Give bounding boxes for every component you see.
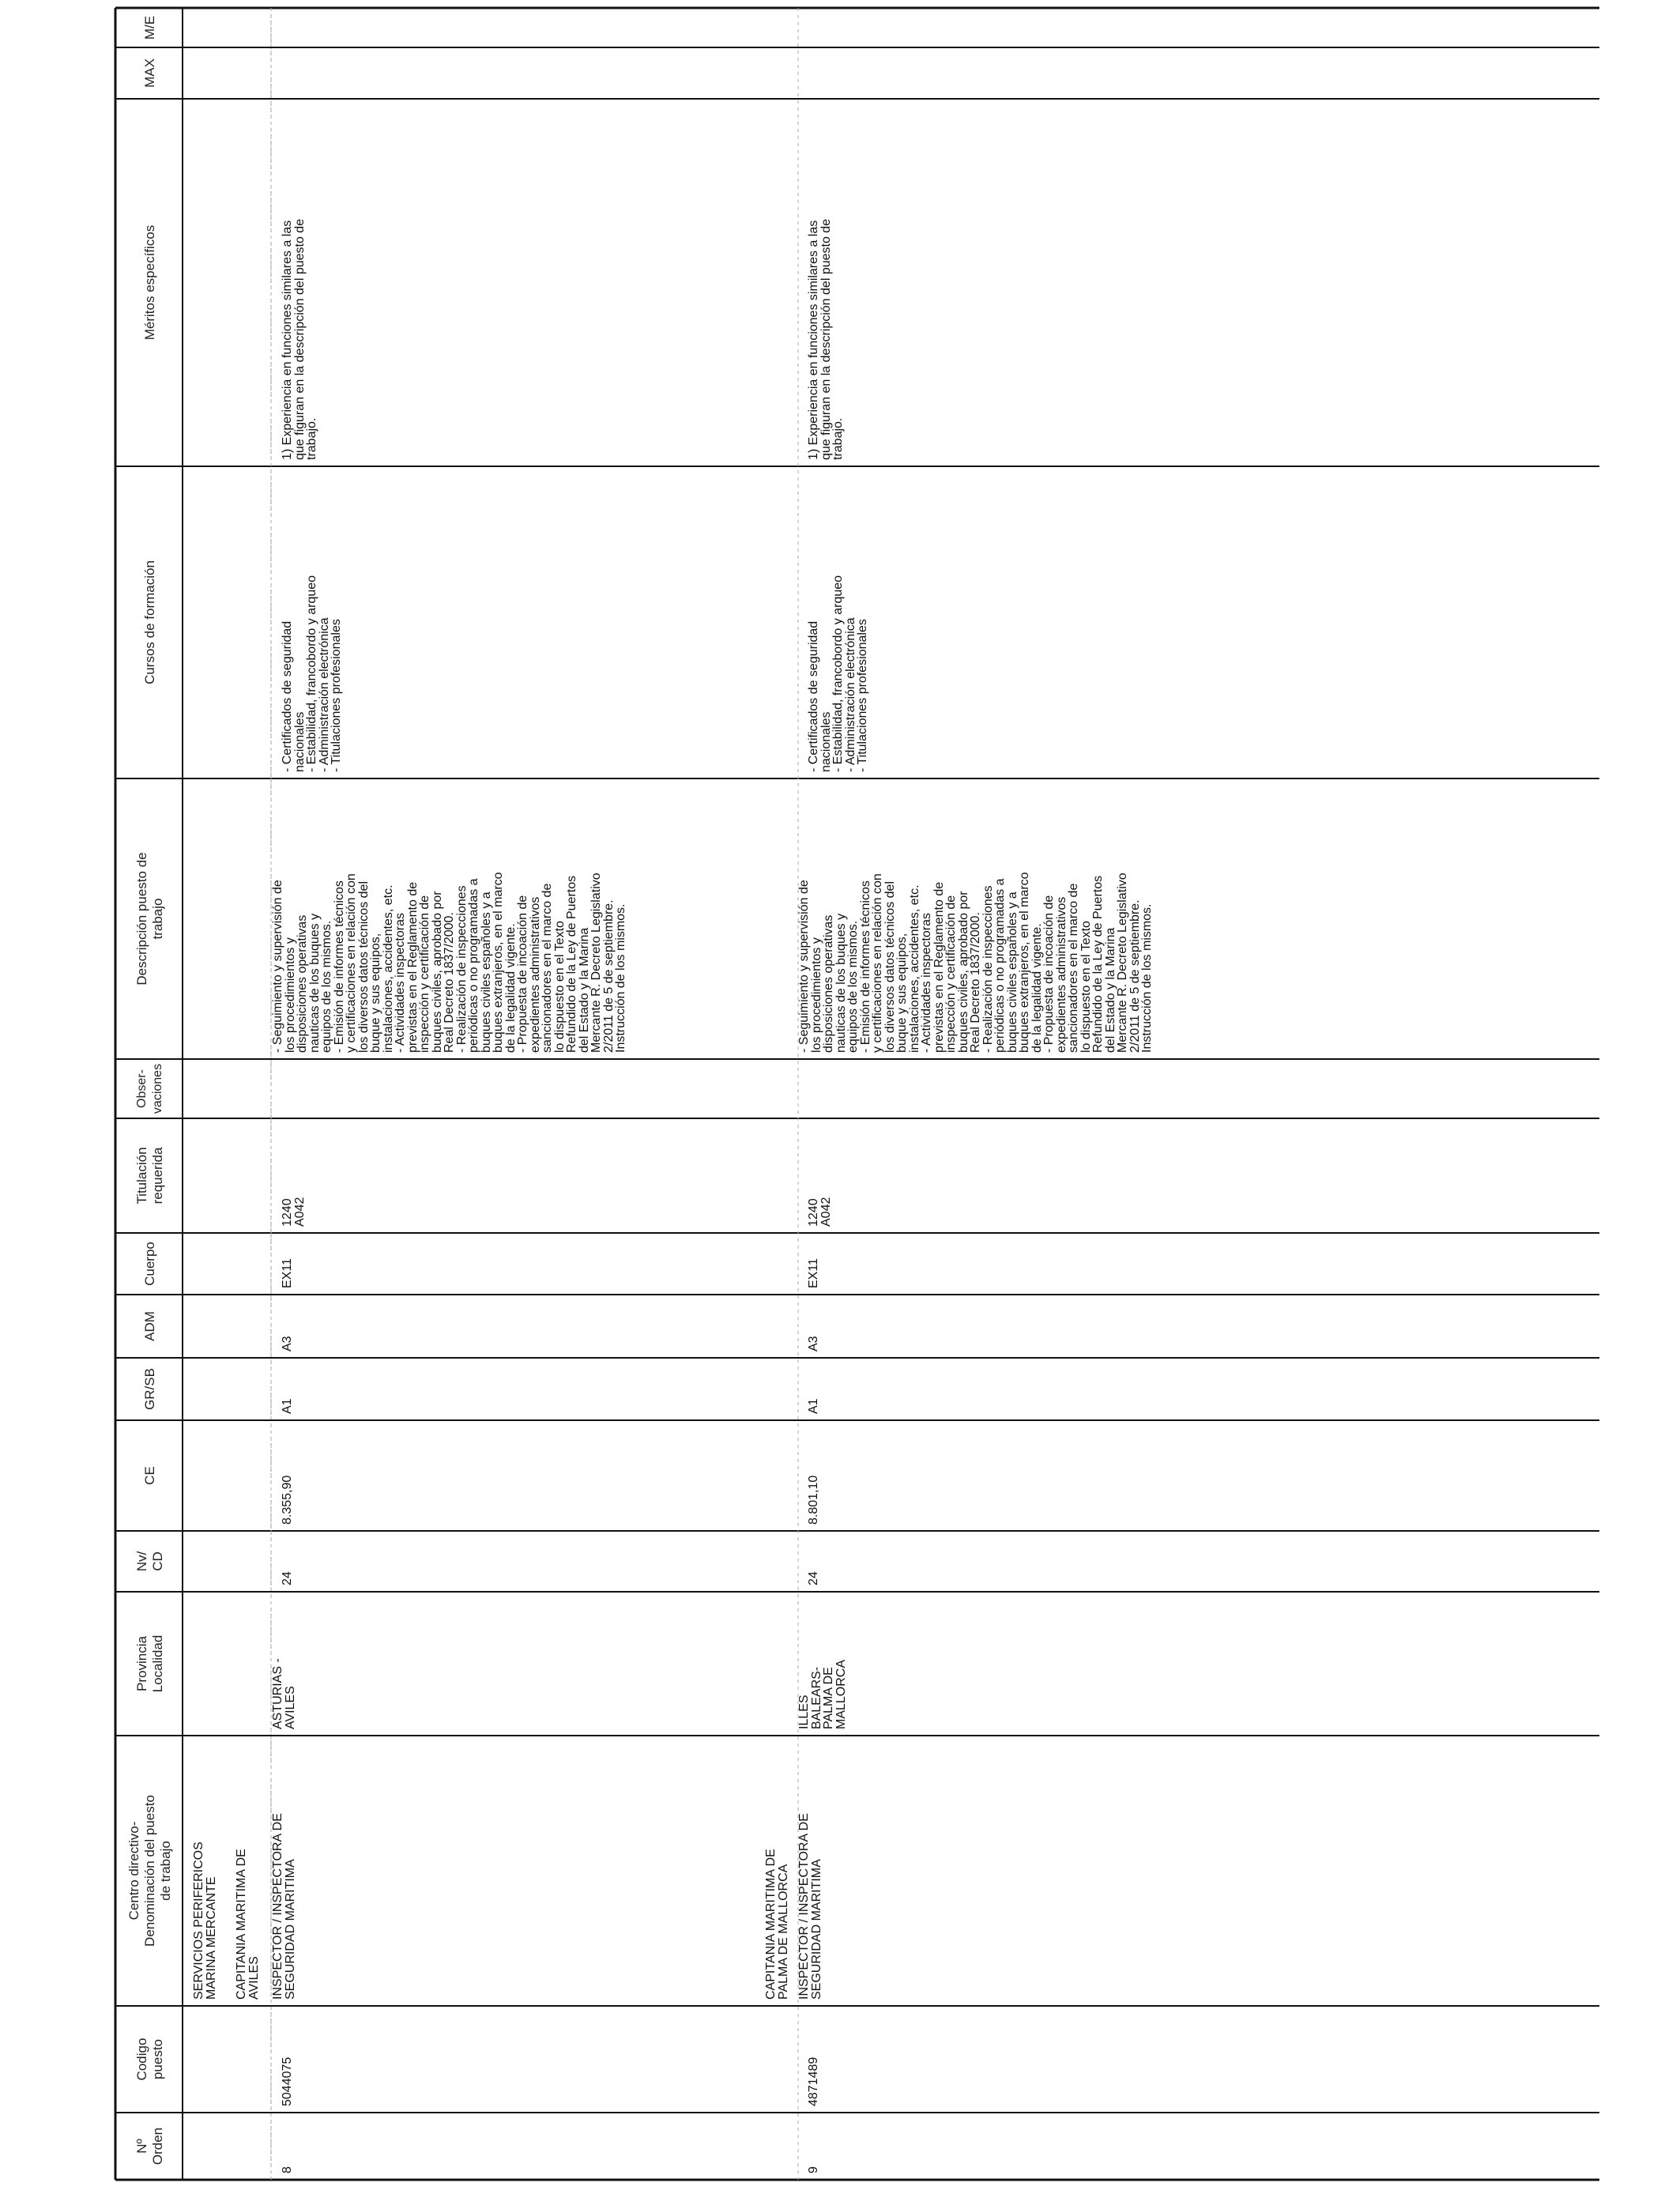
row2-meritos: 1) Experiencia en funciones similares a las que figuran en la descripción del puesto de trabajo. — [807, 218, 845, 460]
row2-codigo: 4871489 — [807, 2056, 820, 2106]
row1-codigo: 5044075 — [281, 2056, 294, 2106]
row1-me — [281, 9, 297, 41]
header-meritos: Méritos específicos — [142, 224, 157, 341]
header-provincia: Provincia Localidad — [134, 1634, 165, 1693]
row2-grupo: A1 — [807, 1398, 820, 1414]
row2-provincia: ILLES BALEARS- PALMA DE MALLORCA — [797, 1659, 848, 1729]
header-orden: Nº Orden — [134, 2127, 165, 2166]
header-me: M/E — [142, 15, 157, 40]
row2-me — [808, 9, 823, 41]
header-cuerpo: Cuerpo — [142, 1242, 157, 1286]
row2-titulacion: 1240 A042 — [807, 1197, 833, 1227]
row1-cuerpo: EX11 — [281, 1258, 294, 1288]
row2-descripcion: - Seguimiento y supervisión de los procedimientos y disposiciones operativas nauticas de los buques y equipos de los mismos. - Emisión de informes técnicos y certificaciones en relación con los diversos datos técnicos del buque y sus equipos, instalaciones, accidentes, etc. - Actividades inspectoras previstas en el Reglamento de inspección y certificación de buques civiles, aprobado por Real Decreto 1837/2000. - Realización de inspecciones periódicas o no programadas a buques civiles españoles y a buques extranjeros, en el marco de la legalidad vigente. - Propuesta de incoación de expedientes administrativos sancionadores en el marco de lo dispuesto en el Texto Refundido de la Ley de Puertos del Estado y la Marina Mercante R. Decreto Legislativo 2/2011 de 5 de septiembre. Instrucción de los mismos. — [797, 872, 1154, 1053]
row2-ce: 8.801,10 — [807, 1475, 820, 1525]
row1-centro: CAPITANIA MARITIMA DE AVILES — [235, 1849, 261, 2000]
header-cursos: Cursos de formación — [142, 560, 157, 684]
row2-orden: 9 — [807, 2166, 820, 2173]
header-nivel: Nv/ CD — [134, 1551, 165, 1572]
row2-cuerpo: EX11 — [807, 1258, 820, 1288]
header-ce: CE — [142, 1466, 157, 1485]
row2-adm: A3 — [807, 1336, 820, 1351]
row1-max — [281, 53, 297, 92]
row1-ce: 8.355,90 — [281, 1475, 294, 1525]
row1-cursos: - Certificados de seguridad nacionales - Estabilidad, francobordo y arqueo - Administración electrónica - Titulaciones profesionales — [281, 575, 343, 772]
row1-nivel: 24 — [281, 1571, 294, 1585]
row1-titulacion: 1240 A042 — [281, 1197, 307, 1227]
row1-meritos: 1) Experiencia en funciones similares a las que figuran en la descripción del puesto de trabajo. — [281, 218, 318, 460]
unit-servicio: SERVICIOS PERIFERICOS MARINA MERCANTE — [192, 1842, 218, 2000]
header-observaciones: Obser- vaciones — [135, 1063, 164, 1114]
row1-denominacion: INSPECTOR / INSPECTORA DE SEGURIDAD MARITIMA — [271, 1813, 297, 2000]
row2-observaciones — [808, 1065, 823, 1112]
header-max: MAX — [142, 58, 157, 88]
row1-grupo: A1 — [281, 1398, 294, 1414]
row1-observaciones — [281, 1065, 297, 1112]
row2-cursos: - Certificados de seguridad nacionales - Estabilidad, francobordo y arqueo - Administración electrónica - Titulaciones profesionales — [807, 575, 869, 772]
header-descripcion: Descripción puesto de trabajo — [134, 852, 165, 986]
header-centro: Centro directivo- Denominación del puesto de trabajo — [126, 1795, 173, 1947]
row2-nivel: 24 — [807, 1571, 820, 1585]
row1-provincia: ASTURIAS - AVILES — [271, 1658, 297, 1729]
header-titulacion: Titulación requerida — [134, 1147, 165, 1204]
row2-max — [808, 53, 823, 92]
header-adm: ADM — [142, 1311, 157, 1341]
row1-descripcion: - Seguimiento y supervisión de los procedimientos y disposiciones operativas nauticas de los buques y equipos de los mismos. - Emisión de informes técnicos y certificaciones en relación con los diversos datos técnicos del buque y sus equipos, instalaciones, accidentes, etc. - Actividades inspectoras previstas en el Reglamento de inspección y certificación de buques civiles, aprobado por Real Decreto 1837/2000. - Realización de inspecciones periódicas o no programadas a buques civiles españoles y a buques extranjeros, en el marco de la legalidad vigente. - Propuesta de incoación de expedientes administrativos sancionadores en el marco de lo dispuesto en el Texto Refundido de la Ley de Puertos del Estado y la Marina Mercante R. Decreto Legislativo 2/2011 de 5 de septiembre. Instrucción de los mismos. — [271, 872, 627, 1053]
row2-centro: CAPITANIA MARITIMA DE PALMA DE MALLORCA — [764, 1849, 790, 2000]
row1-adm: A3 — [281, 1336, 294, 1351]
row2-denominacion: INSPECTOR / INSPECTORA DE SEGURIDAD MARITIMA — [797, 1813, 823, 2000]
header-codigo: Codigo puesto — [134, 2038, 165, 2081]
row1-orden: 8 — [281, 2166, 294, 2173]
header-grupo: GR/SB — [142, 1368, 157, 1410]
